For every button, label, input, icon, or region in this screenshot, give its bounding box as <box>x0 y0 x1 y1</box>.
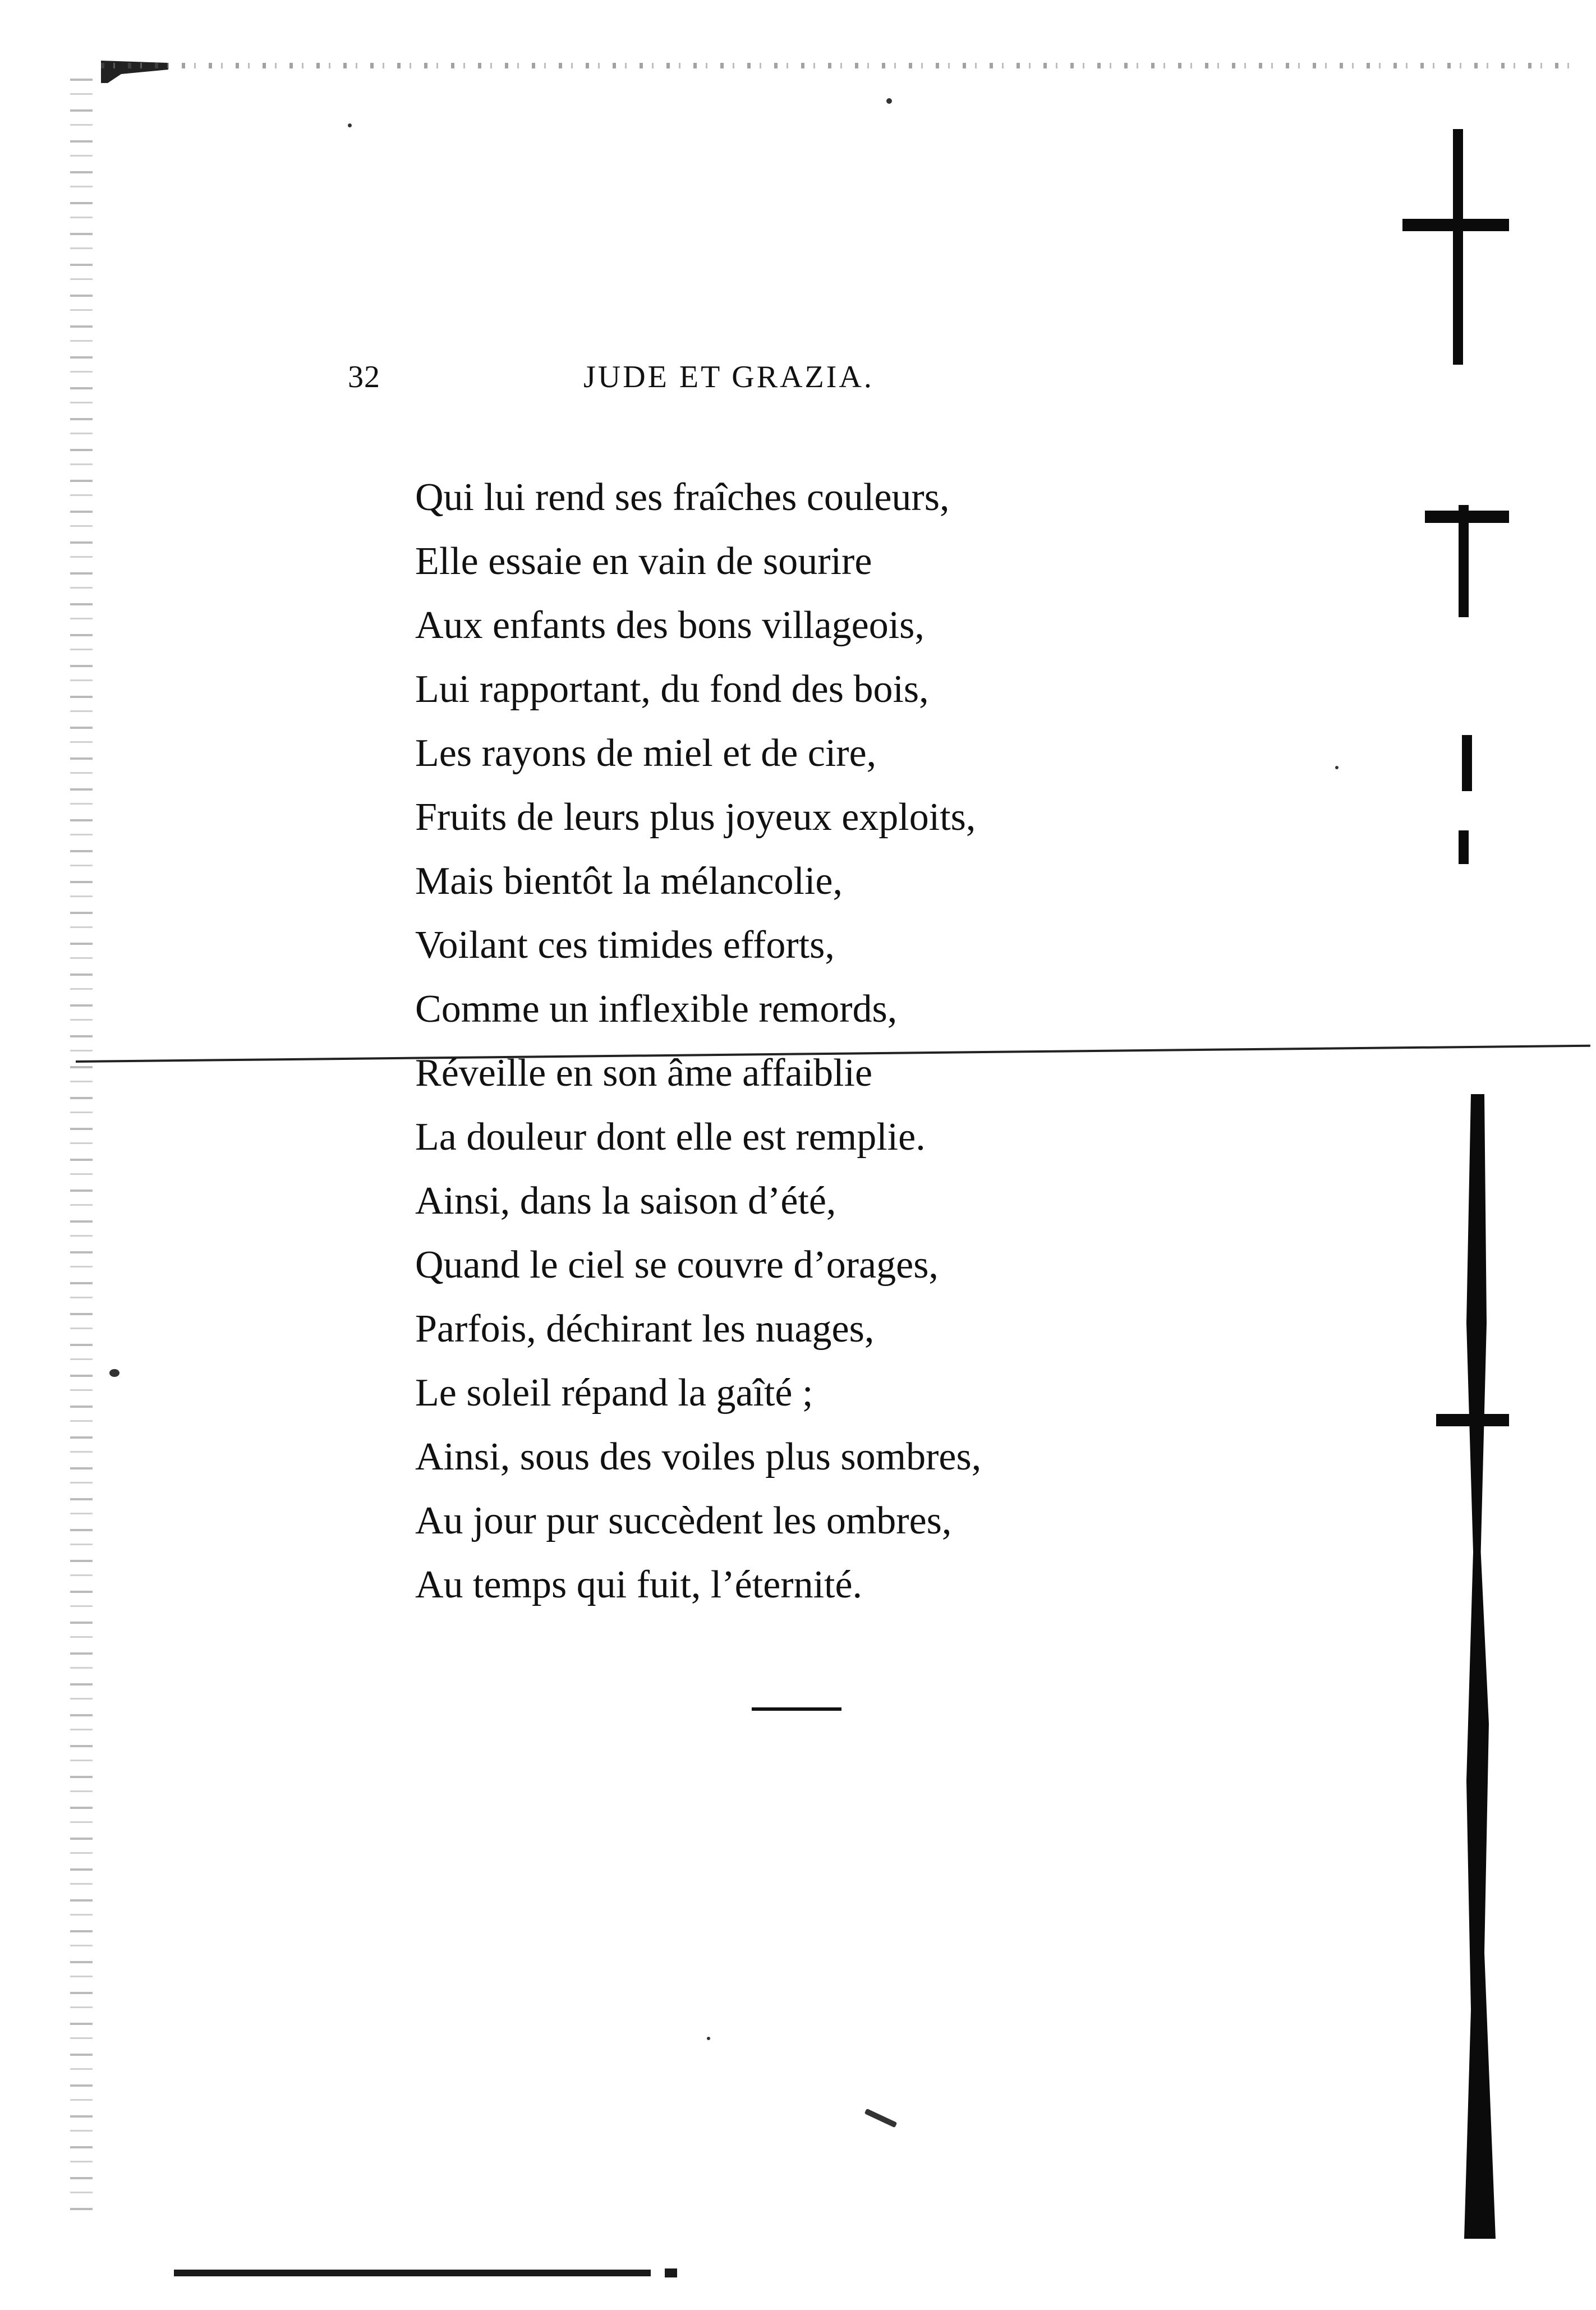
poem-line: Qui lui rend ses fraîches couleurs, <box>415 476 950 519</box>
poem-line: Aux enfants des bons villageois, <box>415 604 925 647</box>
poem-line: Voilant ces timides efforts, <box>415 924 835 967</box>
running-head <box>348 359 965 404</box>
poem-line: Ainsi, dans la saison d’été, <box>415 1179 836 1223</box>
poem-line: Parfois, déchirant les nuages, <box>415 1307 875 1351</box>
poem-stanza <box>415 466 1425 1617</box>
end-ornament-rule <box>752 1707 841 1711</box>
scan-right-mark <box>1462 735 1472 791</box>
poem-line: Au temps qui fuit, l’éternité. <box>415 1563 863 1606</box>
scan-right-mark <box>1459 830 1469 864</box>
poem-line: Mais bientôt la mélancolie, <box>415 860 843 903</box>
scan-left-edge <box>70 79 93 2211</box>
scan-speck <box>864 2109 898 2128</box>
poem-line: Comme un inflexible remords, <box>415 988 898 1031</box>
page-number: 32 <box>348 360 380 394</box>
scan-right-mark <box>1459 505 1469 617</box>
scan-speck <box>348 123 352 127</box>
poem-line: Au jour pur succèdent les ombres, <box>415 1499 952 1542</box>
poem-line: Lui rapportant, du fond des bois, <box>415 668 929 711</box>
poem-line: Ainsi, sous des voiles plus sombres, <box>415 1435 982 1478</box>
scan-speck <box>707 2037 710 2040</box>
poem-line: Elle essaie en vain de sourire <box>415 540 872 583</box>
poem-line: Fruits de leurs plus joyeux exploits, <box>415 796 976 839</box>
scan-bottom-mark <box>665 2268 677 2277</box>
poem-line: Quand le ciel se couvre d’orages, <box>415 1243 939 1287</box>
scan-right-mark <box>1453 129 1463 365</box>
running-title: JUDE ET GRAZIA. <box>583 360 874 394</box>
poem-line: La douleur dont elle est remplie. <box>415 1115 926 1159</box>
scan-top-edge <box>101 63 1576 68</box>
poem-line: Les rayons de miel et de cire, <box>415 732 877 775</box>
poem-line: Réveille en son âme affaiblie <box>415 1051 873 1095</box>
poem-line: Le soleil répand la gaîté ; <box>415 1371 813 1415</box>
scan-speck <box>886 98 892 104</box>
scan-right-mark <box>1436 1414 1509 1426</box>
scan-right-bar <box>1453 1094 1498 2239</box>
scan-speck <box>109 1369 119 1377</box>
scan-bottom-rule <box>174 2270 651 2276</box>
